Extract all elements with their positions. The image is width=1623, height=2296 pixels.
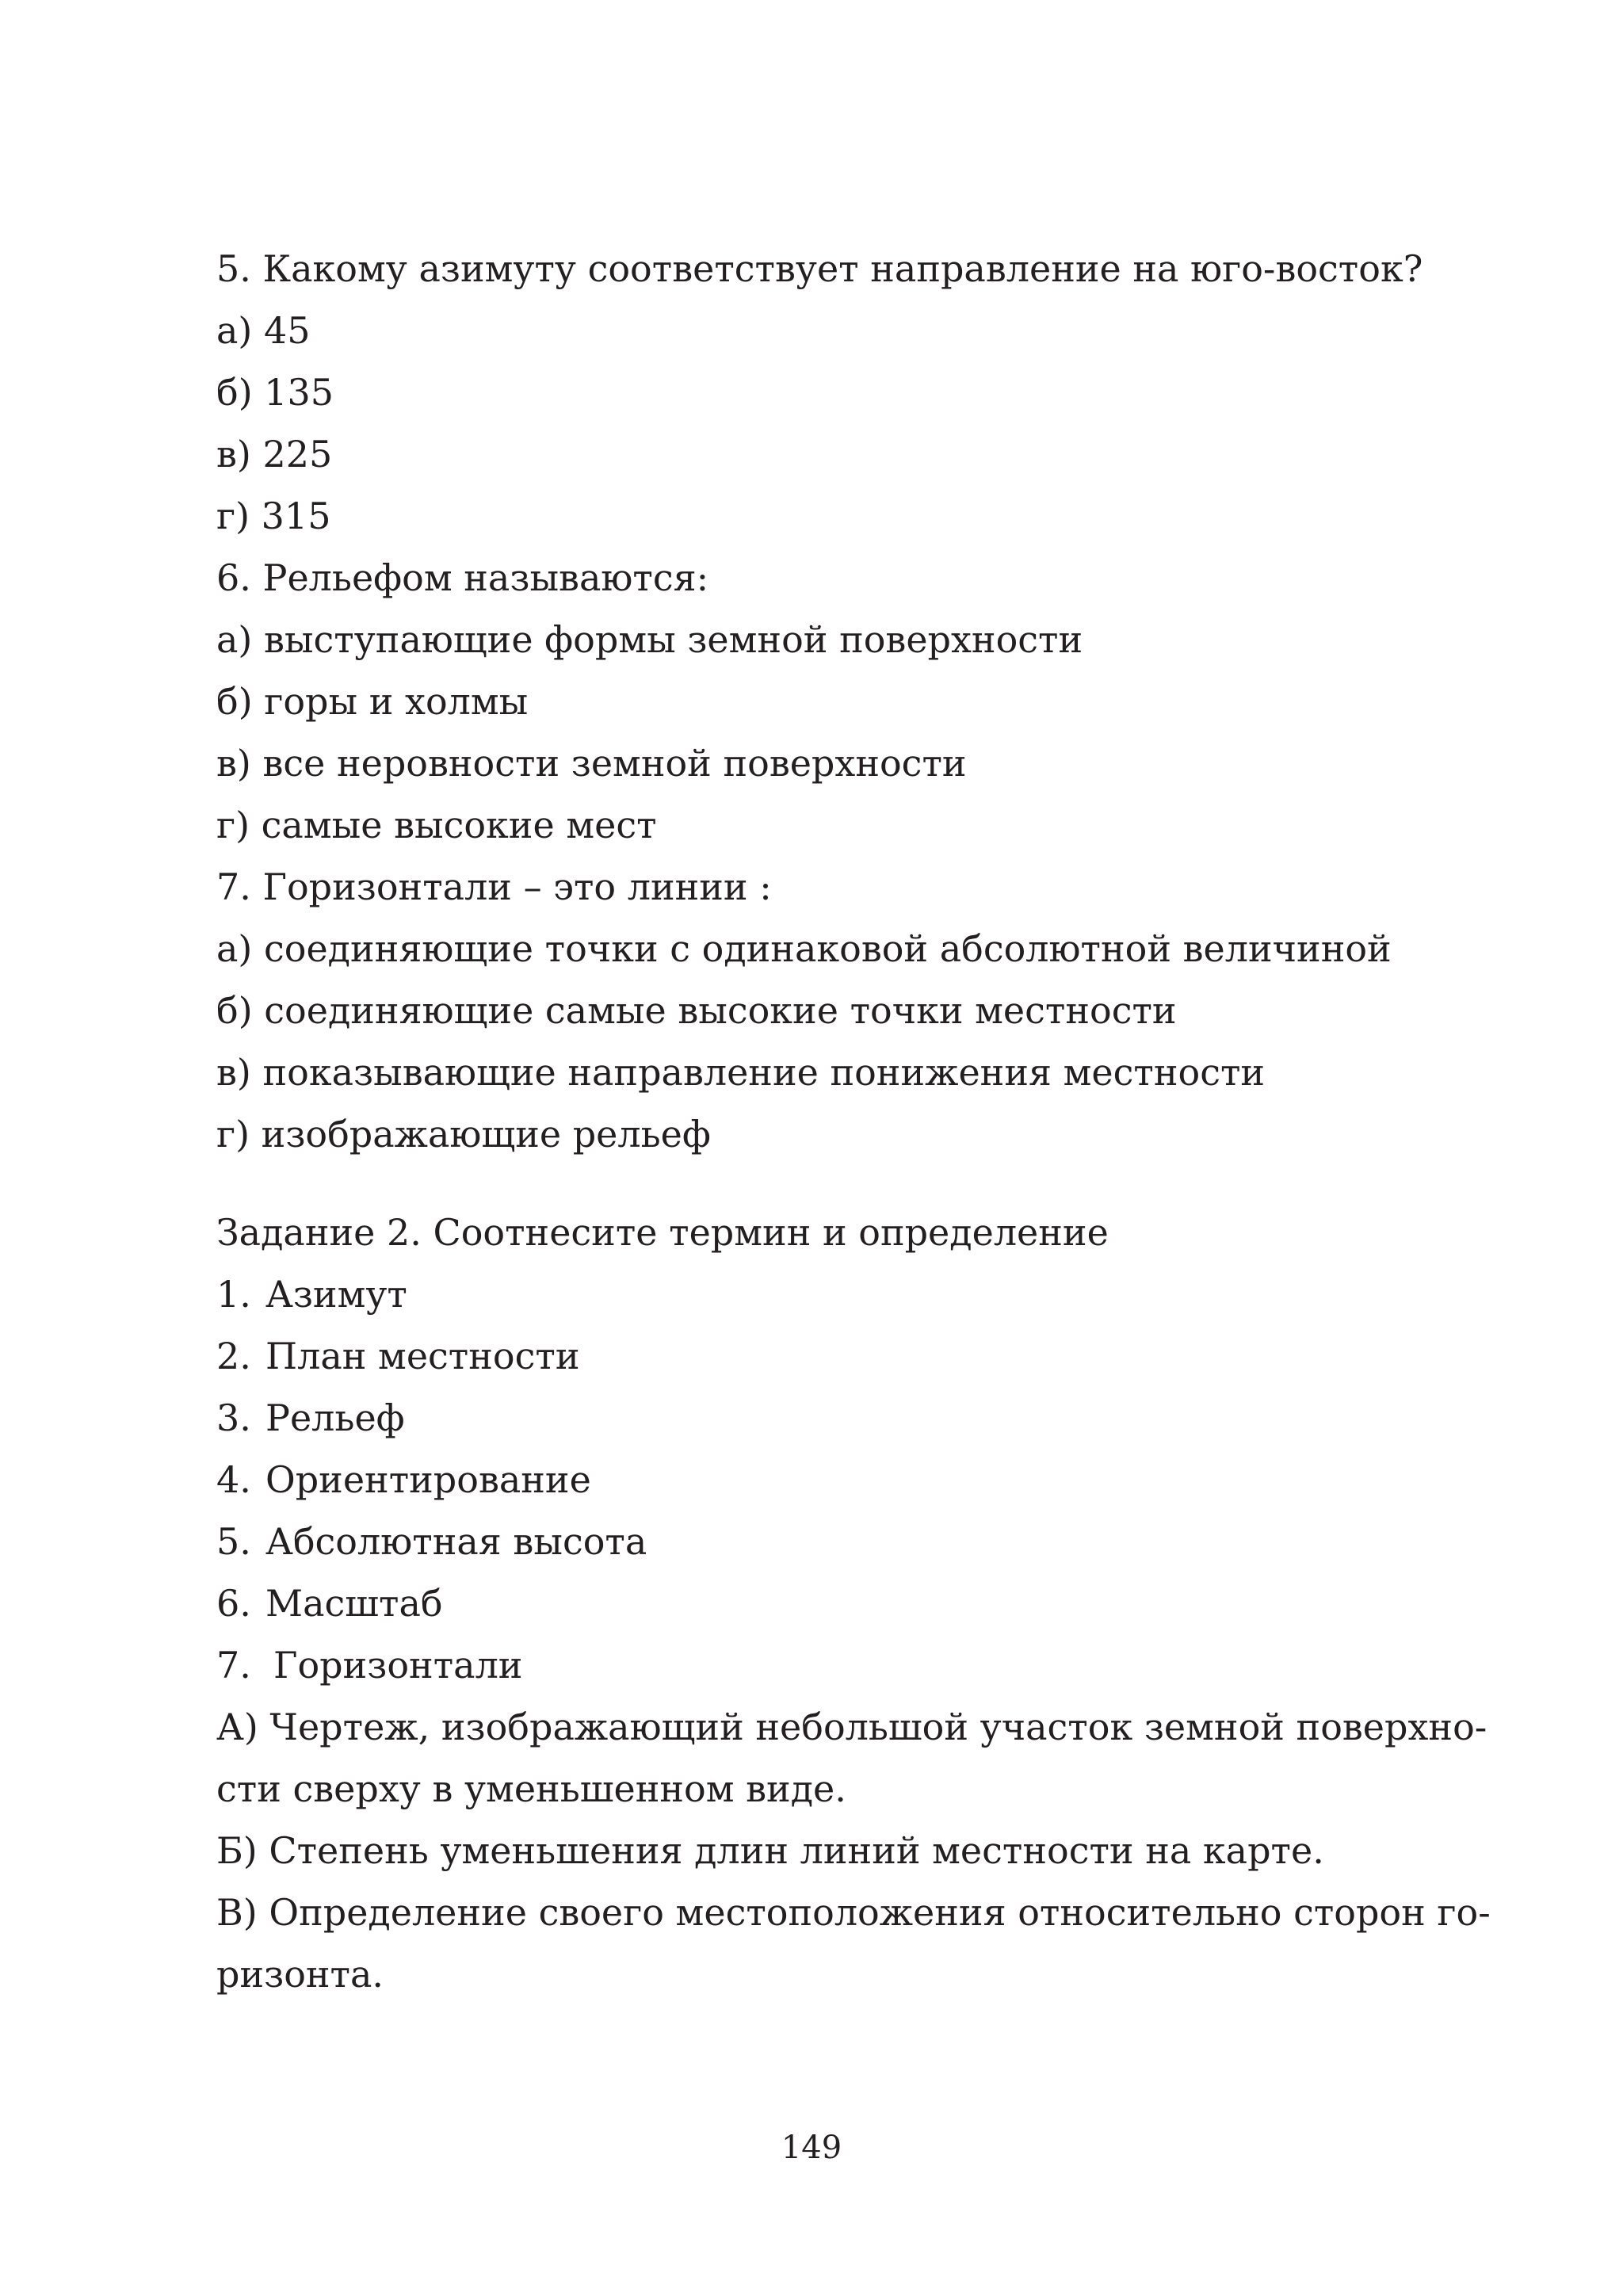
term-item xyxy=(216,1387,1389,1449)
question-7-prompt: 7. Горизонтали – это линии : xyxy=(216,865,772,908)
term-item xyxy=(216,1511,1389,1572)
term-item xyxy=(216,1572,1389,1634)
definition-c-line-2: ризонта. xyxy=(216,1953,384,1996)
term-item xyxy=(216,1634,1389,1696)
definition-c-line-1: В) Определение своего местоположения относительно сторон го- xyxy=(216,1891,1491,1934)
question-6-option-b: б) горы и холмы xyxy=(216,680,529,723)
definition-b-line-1: Б) Степень уменьшения длин линий местности на карте. xyxy=(216,1829,1324,1872)
question-7-option-d: г) изображающие рельеф xyxy=(216,1113,711,1156)
question-6-option-d: г) самые высокие мест xyxy=(216,804,657,846)
term-number: 5. xyxy=(216,1520,251,1563)
question-5-option-c: в) 225 xyxy=(216,433,333,476)
term-text: Ориентирование xyxy=(265,1458,591,1501)
term-item xyxy=(216,1325,1389,1387)
definition-a-line-1: А) Чертеж, изображающий небольшой участок земной поверхно- xyxy=(216,1706,1487,1748)
question-7-option-c: в) показывающие направление понижения местности xyxy=(216,1051,1266,1094)
question-6-option-c: в) все неровности земной поверхности xyxy=(216,742,967,785)
term-text: Рельеф xyxy=(265,1396,405,1439)
page-number: 149 xyxy=(781,2130,842,2166)
term-item xyxy=(216,1263,1389,1325)
term-text: Абсолютная высота xyxy=(265,1520,647,1563)
question-6-prompt: 6. Рельефом называются: xyxy=(216,556,709,599)
page-content xyxy=(216,238,1491,2005)
question-5-option-d: г) 315 xyxy=(216,495,331,537)
term-number: 2. xyxy=(216,1335,251,1377)
term-number: 1. xyxy=(216,1273,251,1316)
term-number: 4. xyxy=(216,1458,251,1501)
question-5-option-a: а) 45 xyxy=(216,309,311,352)
definition-a-line-2: сти сверху в уменьшенном виде. xyxy=(216,1767,846,1810)
question-5-option-b: б) 135 xyxy=(216,371,334,414)
task-2-title: Задание 2. Соотнесите термин и определение xyxy=(216,1211,1109,1254)
term-text: Азимут xyxy=(265,1273,407,1316)
term-number: 3. xyxy=(216,1396,251,1439)
term-item xyxy=(216,1449,1389,1511)
term-number: 7. xyxy=(216,1644,251,1687)
term-text: План местности xyxy=(265,1335,580,1377)
term-text: Масштаб xyxy=(265,1582,443,1625)
question-7-option-b: б) соединяющие самые высокие точки местности xyxy=(216,989,1177,1032)
question-5-prompt: 5. Какому азимуту соответствует направление на юго-восток? xyxy=(216,247,1423,290)
term-text: Горизонтали xyxy=(273,1644,523,1687)
question-6-option-a: а) выступающие формы земной поверхности xyxy=(216,618,1083,661)
section-spacer xyxy=(216,1165,1389,1201)
question-7-option-a: а) соединяющие точки с одинаковой абсолютной величиной xyxy=(216,927,1392,970)
term-number: 6. xyxy=(216,1582,251,1625)
